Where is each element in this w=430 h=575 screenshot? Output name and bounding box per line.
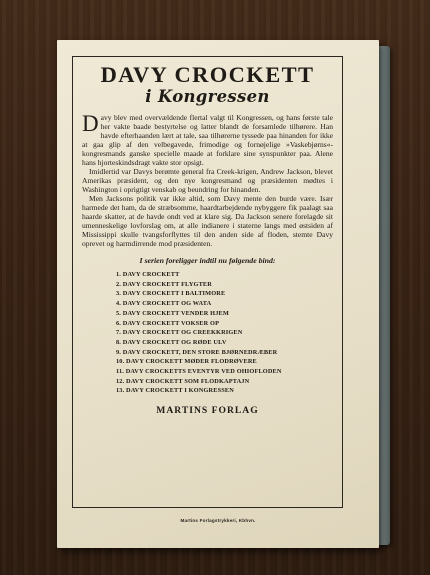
series-item: 11. DAVY CROCKETTS EVENTYR VED OHIOFLODEN [116, 368, 282, 376]
printer-imprint: Martins Forlagstrykkeri, Kbhvn. [180, 518, 256, 523]
series-item: 6. DAVY CROCKETT VOKSER OP [116, 319, 220, 327]
blurb-paragraph [82, 113, 333, 167]
book-back-cover [57, 40, 379, 548]
series-item: 4. DAVY CROCKETT OG WATA [116, 300, 212, 308]
drop-cap: D [82, 111, 99, 136]
series-item: 9. DAVY CROCKETT, DEN STORE BJØRNEDRÆBER [116, 348, 278, 356]
series-item: 12. DAVY CROCKETT SOM FLODKAPTAJN [116, 377, 250, 385]
blurb-text [82, 113, 333, 248]
series-item: 7. DAVY CROCKETT OG CREEKKRIGEN [116, 329, 243, 337]
cover-text-frame [72, 56, 343, 508]
series-item: 3. DAVY CROCKETT I BALTIMORE [116, 290, 226, 298]
series-list [116, 270, 333, 396]
series-heading: I serien foreligger indtil nu følgende bind: [139, 256, 276, 265]
series-item: 1. DAVY CROCKETT [116, 271, 180, 278]
blurb-paragraph: Imidlertid var Davys berømte general fra Creek-krigen, Andrew Jackson, blevet Amerikas præsident, og den nye kongresmand og præsidenten mødtes i Washington i oprigtigt venskab og beundring for hinanden. [82, 167, 333, 194]
publisher-name: MARTINS FORLAG [156, 405, 259, 417]
blurb-paragraph-text: avy blev med overvældende flertal valgt til Kongressen, og hans første tale her vakte baade bestyrtelse og latter blandt de forsamlede tilhørere. Han havde efterhaanden lært at tale, saa tilhørerne tyssede paa hinanden for ikke at gaa glip af den velbegavede, frimodige og fornøjelige »Vaskebjørns«-kongresmands ganske specielle maade at forklare sine synspunkter paa. Alene hans hjorteskindsdragt vakte stor opsigt. [82, 113, 333, 167]
series-item: 2. DAVY CROCKETT FLYGTER [116, 280, 212, 288]
series-item: 8. DAVY CROCKETT OG RØDE ULV [116, 338, 227, 346]
series-item: 10. DAVY CROCKETT MØDER FLODRØVERE [116, 358, 257, 366]
series-item: 13. DAVY CROCKETT I KONGRESSEN [116, 387, 234, 395]
series-item: 5. DAVY CROCKETT VENDER HJEM [116, 309, 229, 317]
book-subtitle: i Kongressen [145, 87, 270, 106]
blurb-paragraph: Men Jacksons politik var ikke altid, som Davy mente den burde være. Især harmede det ham, da de stræbsomme, haardtarbejdende nybyggere fik paalagt saa haarde skatter, at de havde ondt ved at klare sig. Da Jackson senere forelagde sit umenneskelige lovforslag om, at alle indianere i staterne langs med østsiden af Mississippi skulle tvangsforflyttes til den anden side af floden, stemte Davy oprevet og harmdirrende mod præsidenten. [82, 194, 333, 248]
book-title: DAVY CROCKETT [100, 62, 315, 87]
